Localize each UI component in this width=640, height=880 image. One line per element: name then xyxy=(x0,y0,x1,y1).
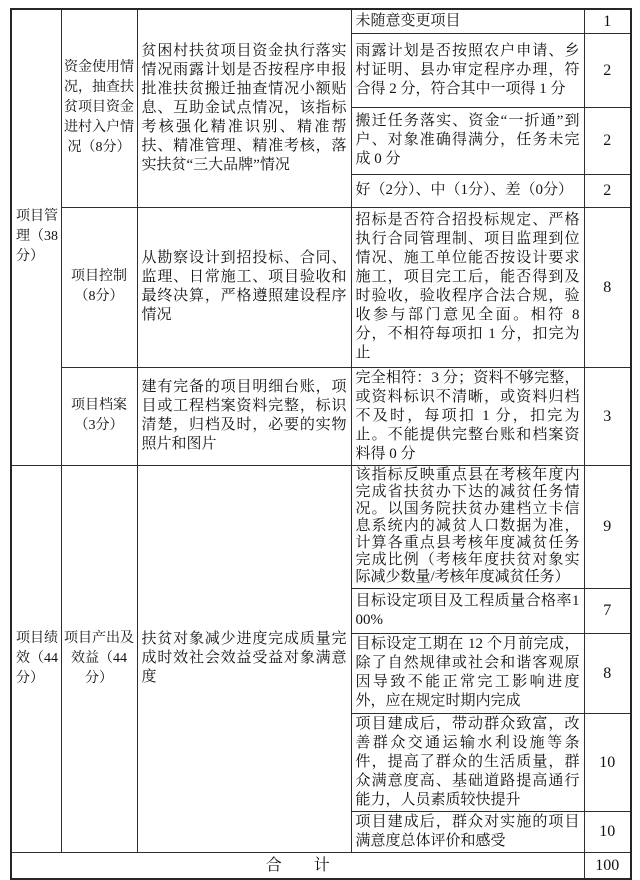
criteria-cell: 项目建成后，带动群众致富，改善群众交通运输水利设施等条件，提高了群众的生活质量，群众满意度高、基础道路提高通行能力，人员素质较快提升 xyxy=(351,713,584,811)
table-row xyxy=(11,9,631,33)
description-cell: 贫困村扶贫项目资金执行落实情况雨露计划是否按程序申报批准扶贫搬迁抽查情况小额贴息、互助金试点情况，该指标考核强化精准识别、精准帮扶、精准管理、精准考核，落实扶贫“三大品牌”情况 xyxy=(137,9,351,207)
score-cell: 10 xyxy=(584,713,631,811)
score-cell: 9 xyxy=(584,465,631,588)
criteria-cell: 完全相符：3 分；资料不够完整，或资料标识不清晰，或资料归档不及时，每项扣 1 分，扣完为止。不能提供完整台账和档案资料得 0 分 xyxy=(351,367,584,465)
scoring-table xyxy=(10,8,632,880)
score-cell: 3 xyxy=(584,367,631,465)
table-row xyxy=(11,207,631,367)
score-cell: 2 xyxy=(584,33,631,107)
criteria-cell: 未随意变更项目 xyxy=(351,9,584,33)
criteria-cell: 好（2分）、中（1分）、差（0分） xyxy=(351,174,584,207)
score-cell: 8 xyxy=(584,207,631,367)
subcategory-cell-project-archive: 项目档案（3分） xyxy=(61,367,137,465)
criteria-cell: 招标是否符合招投标规定、严格执行合同管理制、项目监理到位情况、施工单位能否按设计要求施工，项目完工后，能否得到及时验收，验收程序合法合规，验收参与部门意见全面。相符 8 分，不相符每项扣 1 分，扣完为止 xyxy=(351,207,584,367)
score-cell: 8 xyxy=(584,633,631,713)
criteria-cell: 雨露计划是否按照农户申请、乡村证明、县办审定程序办理，符合得 2 分，符合其中一项得 1 分 xyxy=(351,33,584,107)
total-label-cell: 合 计 xyxy=(11,852,584,879)
criteria-cell: 项目建成后，群众对实施的项目满意度总体评价和感受 xyxy=(351,811,584,852)
description-cell: 扶贫对象减少进度完成质量完成时效社会效益受益对象满意度 xyxy=(137,465,351,852)
subcategory-cell-output-benefit: 项目产出及效益（44分） xyxy=(61,465,137,852)
score-cell: 7 xyxy=(584,588,631,633)
criteria-cell: 目标设定工期在 12 个月前完成，除了自然规律或社会和谐客观原因导致不能正常完工影响进度外，应在规定时期内完成 xyxy=(351,633,584,713)
criteria-cell: 搬迁任务落实、资金“一折通”到户、对象准确得满分，任务未完成 0 分 xyxy=(351,107,584,174)
table-row xyxy=(11,465,631,588)
score-cell: 2 xyxy=(584,107,631,174)
score-cell: 1 xyxy=(584,9,631,33)
criteria-cell: 目标设定项目及工程质量合格率100% xyxy=(351,588,584,633)
category-cell-management: 项目管理（38分） xyxy=(11,9,61,465)
subcategory-cell-funds-usage: 资金使用情况，抽查扶贫项目资金进村入户情况（8分） xyxy=(61,9,137,207)
table-row-total xyxy=(11,852,631,879)
criteria-cell: 该指标反映重点县在考核年度内完成省扶贫办下达的减贫任务情况。以国务院扶贫办建档立卡信息系统内的减贫人口数据为准，计算各重点县考核年度减贫任务完成比例（考核年度扶贫对象实际减少数量/考核年度减贫任务） xyxy=(351,465,584,588)
subcategory-cell-project-control: 项目控制（8分） xyxy=(61,207,137,367)
category-cell-performance: 项目绩效（44分） xyxy=(11,465,61,852)
score-cell: 2 xyxy=(584,174,631,207)
score-cell: 10 xyxy=(584,811,631,852)
table-row xyxy=(11,367,631,465)
total-score-cell: 100 xyxy=(584,852,631,879)
description-cell: 建有完备的项目明细台账，项目或工程档案资料完整，标识清楚，归档及时，必要的实物照片和图片 xyxy=(137,367,351,465)
description-cell: 从勘察设计到招投标、合同、监理、日常施工、项目验收和最终决算，严格遵照建设程序情况 xyxy=(137,207,351,367)
